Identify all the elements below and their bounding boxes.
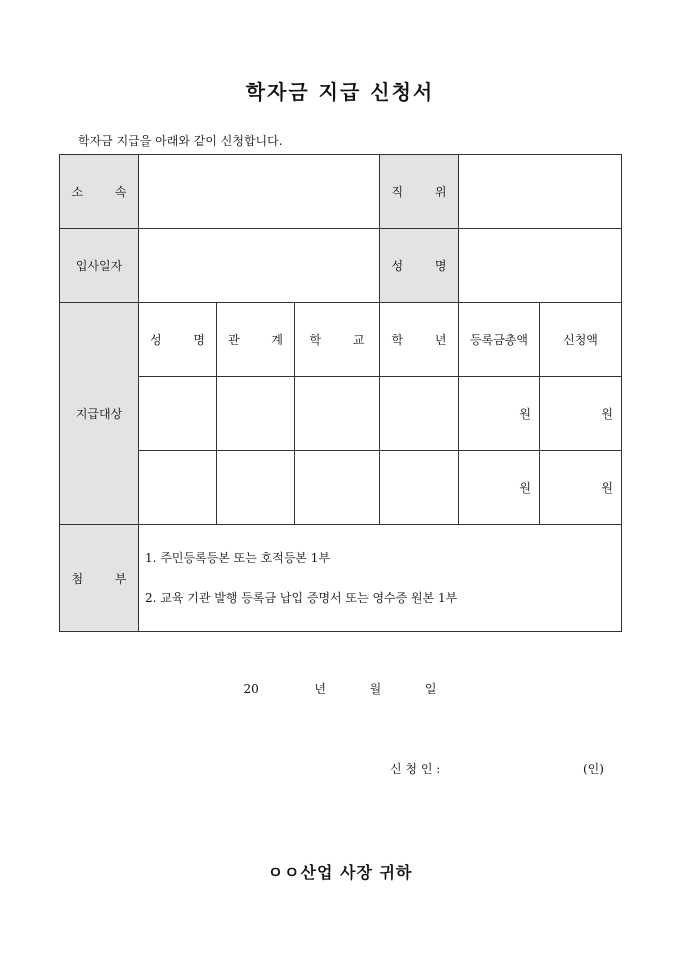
document-title: 학자금 지급 신청서 <box>245 80 435 104</box>
attachment-item: 1. 주민등록등본 또는 호적등본 1부 <box>145 551 331 565</box>
hire-date-field[interactable] <box>139 229 380 303</box>
attachment-item: 2. 교육 기관 발행 등록금 납입 증명서 또는 영수증 원본 1부 <box>145 591 458 605</box>
stamp-label: (인) <box>583 762 604 776</box>
row2-requested-amount[interactable]: 원 <box>540 451 622 525</box>
header-tuition-total: 등록금총액 <box>459 303 540 377</box>
header-name: 성 명 <box>139 303 217 377</box>
year-label: 년 <box>314 682 327 696</box>
header-relation: 관 계 <box>217 303 295 377</box>
row2-tuition-total[interactable]: 원 <box>459 451 540 525</box>
affiliation-field[interactable] <box>139 155 380 229</box>
applicant-label: 신 청 인 : <box>390 762 441 776</box>
name-field[interactable] <box>459 229 622 303</box>
attachment-list <box>139 525 622 632</box>
month-label: 월 <box>369 682 382 696</box>
application-form-table <box>59 154 622 632</box>
row2-relation[interactable] <box>217 451 295 525</box>
name-label: 성 명 <box>380 229 459 303</box>
position-label: 직 위 <box>380 155 459 229</box>
position-field[interactable] <box>459 155 622 229</box>
target-label: 지급대상 <box>60 303 139 525</box>
header-requested-amount: 신청액 <box>540 303 622 377</box>
header-school: 학 교 <box>295 303 380 377</box>
intro-text: 학자금 지급을 아래와 같이 신청합니다. <box>78 134 283 148</box>
row2-name[interactable] <box>139 451 217 525</box>
row2-school[interactable] <box>295 451 380 525</box>
recipient-line: ㅇㅇ산업 사장 귀하 <box>267 863 413 882</box>
year-prefix: 20 <box>243 682 259 696</box>
affiliation-label: 소 속 <box>60 155 139 229</box>
row1-requested-amount[interactable]: 원 <box>540 377 622 451</box>
row1-name[interactable] <box>139 377 217 451</box>
header-grade: 학 년 <box>380 303 459 377</box>
row2-grade[interactable] <box>380 451 459 525</box>
attachment-label: 첨 부 <box>60 525 139 632</box>
row1-school[interactable] <box>295 377 380 451</box>
row1-grade[interactable] <box>380 377 459 451</box>
row1-relation[interactable] <box>217 377 295 451</box>
day-label: 일 <box>424 682 437 696</box>
hire-date-label: 입사일자 <box>60 229 139 303</box>
row1-tuition-total[interactable]: 원 <box>459 377 540 451</box>
date-line <box>0 680 680 697</box>
